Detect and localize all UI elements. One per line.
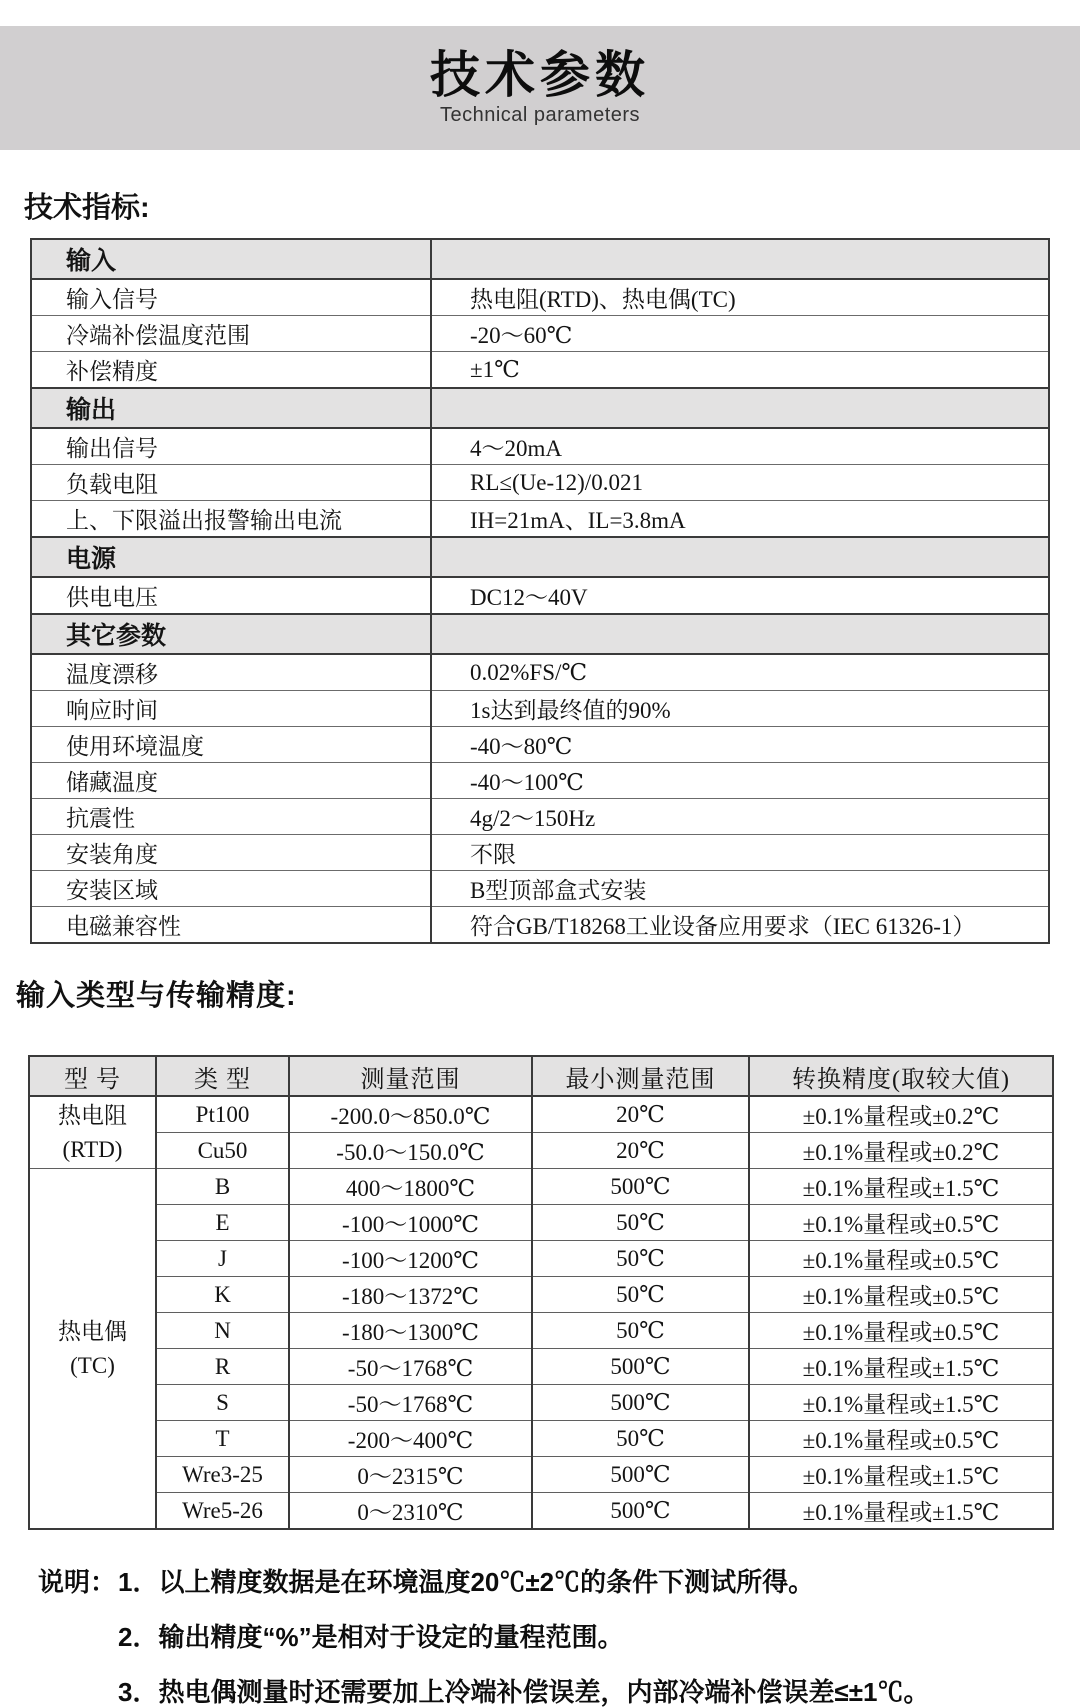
accuracy-header-cell: 型 号 [29,1056,156,1096]
spec-value-cell: DC12～40V [431,577,1049,614]
note-text: 2．输出精度“%”是相对于设定的量程范围。 [118,1621,624,1652]
spec-data-row [31,352,1049,389]
spec-data-row [31,316,1049,352]
accuracy-model-cell: 热电偶 (TC) [29,1169,156,1530]
spec-label-cell: 电源 [31,537,431,577]
accuracy-value-cell: -180～1372℃ [289,1277,532,1313]
accuracy-value-cell: ±0.1%量程或±1.5℃ [749,1169,1053,1205]
spec-value-cell: B型顶部盒式安装 [431,871,1049,907]
accuracy-value-cell: Wre3-25 [156,1457,289,1493]
spec-label-cell: 输入 [31,239,431,279]
spec-data-row [31,727,1049,763]
accuracy-header-cell: 转换精度(取较大值) [749,1056,1053,1096]
spec-label-cell: 其它参数 [31,614,431,654]
accuracy-value-cell: T [156,1421,289,1457]
spec-value-cell: -40～100℃ [431,763,1049,799]
accuracy-value-cell: 0～2310℃ [289,1493,532,1530]
spec-table-body [31,239,1049,943]
spec-data-row [31,279,1049,316]
spec-value-cell [431,614,1049,654]
spec-label-cell: 安装区域 [31,871,431,907]
page-subtitle: Technical parameters [439,104,641,127]
accuracy-value-cell: ±0.1%量程或±1.5℃ [749,1493,1053,1530]
spec-data-row [31,763,1049,799]
accuracy-data-row [29,1457,1053,1493]
spec-data-row [31,465,1049,501]
spec-value-cell [431,388,1049,428]
accuracy-value-cell: 20℃ [532,1096,749,1133]
note-text: 3．热电偶测量时还需要加上冷端补偿误差，内部冷端补偿误差≤±1℃。 [118,1676,930,1707]
accuracy-data-row [29,1241,1053,1277]
accuracy-value-cell: ±0.1%量程或±1.5℃ [749,1457,1053,1493]
accuracy-value-cell: ±0.1%量程或±0.5℃ [749,1421,1053,1457]
accuracy-value-cell: 50℃ [532,1241,749,1277]
spec-label-cell: 响应时间 [31,691,431,727]
accuracy-value-cell: 20℃ [532,1133,749,1169]
accuracy-value-cell: 500℃ [532,1349,749,1385]
notes-label-spacer [38,1623,118,1653]
accuracy-value-cell: ±0.1%量程或±1.5℃ [749,1349,1053,1385]
accuracy-data-row [29,1493,1053,1530]
spec-label-cell: 供电电压 [31,577,431,614]
spec-value-cell [431,537,1049,577]
accuracy-header-cell: 测量范围 [289,1056,532,1096]
accuracy-data-row [29,1133,1053,1169]
spec-label-cell: 上、下限溢出报警输出电流 [31,501,431,538]
spec-data-row [31,577,1049,614]
accuracy-header-cell: 类 型 [156,1056,289,1096]
accuracy-value-cell: 50℃ [532,1313,749,1349]
spec-label-cell: 输出 [31,388,431,428]
spec-data-row [31,871,1049,907]
spec-data-row [31,835,1049,871]
accuracy-value-cell: 500℃ [532,1493,749,1530]
accuracy-value-cell: ±0.1%量程或±0.5℃ [749,1241,1053,1277]
accuracy-value-cell: J [156,1241,289,1277]
note-line [38,1623,1080,1653]
spec-label-cell: 输入信号 [31,279,431,316]
accuracy-data-row [29,1421,1053,1457]
accuracy-value-cell: S [156,1385,289,1421]
accuracy-value-cell: E [156,1205,289,1241]
accuracy-value-cell: 50℃ [532,1277,749,1313]
spec-label-cell: 使用环境温度 [31,727,431,763]
notes-label: 说明： [38,1567,117,1597]
accuracy-value-cell: ±0.1%量程或±0.5℃ [749,1205,1053,1241]
accuracy-value-cell: -50.0～150.0℃ [289,1133,532,1169]
accuracy-value-cell: -50～1768℃ [289,1349,532,1385]
title-banner [0,26,1080,150]
accuracy-value-cell: Wre5-26 [156,1493,289,1530]
spec-section-row [31,239,1049,279]
accuracy-value-cell: -200.0～850.0℃ [289,1096,532,1133]
spec-value-cell: RL≤(Ue-12)/0.021 [431,465,1049,501]
accuracy-value-cell: -100～1000℃ [289,1205,532,1241]
accuracy-value-cell: R [156,1349,289,1385]
spec-value-cell: 热电阻(RTD)、热电偶(TC) [431,279,1049,316]
spec-data-row [31,799,1049,835]
spec-data-row [31,907,1049,944]
note-line [38,1568,1080,1598]
accuracy-data-row [29,1313,1053,1349]
accuracy-data-row [29,1169,1053,1205]
accuracy-value-cell: 50℃ [532,1205,749,1241]
spec-value-cell: 符合GB/T18268工业设备应用要求（IEC 61326-1） [431,907,1049,944]
spec-label-cell: 温度漂移 [31,654,431,691]
accuracy-value-cell: ±0.1%量程或±0.2℃ [749,1096,1053,1133]
spec-value-cell [431,239,1049,279]
spec-label-cell: 抗震性 [31,799,431,835]
accuracy-table-body [29,1096,1053,1529]
spec-value-cell: 4g/2～150Hz [431,799,1049,835]
accuracy-data-row [29,1096,1053,1133]
accuracy-value-cell: 50℃ [532,1421,749,1457]
spec-section-row [31,614,1049,654]
accuracy-value-cell: -180～1300℃ [289,1313,532,1349]
spec-value-cell: -40～80℃ [431,727,1049,763]
spec-label-cell: 储藏温度 [31,763,431,799]
spec-label-cell: 输出信号 [31,428,431,465]
accuracy-model-cell: 热电阻 (RTD) [29,1096,156,1169]
accuracy-data-row [29,1349,1053,1385]
accuracy-value-cell: ±0.1%量程或±1.5℃ [749,1385,1053,1421]
accuracy-value-cell: K [156,1277,289,1313]
spec-label-cell: 冷端补偿温度范围 [31,316,431,352]
accuracy-value-cell: ±0.1%量程或±0.2℃ [749,1133,1053,1169]
accuracy-value-cell: -100～1200℃ [289,1241,532,1277]
accuracy-value-cell: ±0.1%量程或±0.5℃ [749,1313,1053,1349]
spec-table [30,238,1050,944]
note-text: 1．以上精度数据是在环境温度20℃±2℃的条件下测试所得。 [118,1567,815,1597]
accuracy-value-cell: 500℃ [532,1457,749,1493]
spec-value-cell: 1s达到最终值的90% [431,691,1049,727]
spec-label-cell: 补偿精度 [31,352,431,389]
accuracy-header-cell: 最小测量范围 [532,1056,749,1096]
spec-section-row [31,537,1049,577]
accuracy-table [28,1055,1054,1530]
spec-value-cell: 0.02%FS/℃ [431,654,1049,691]
accuracy-value-cell: -50～1768℃ [289,1385,532,1421]
spec-value-cell: IH=21mA、IL=3.8mA [431,501,1049,538]
spec-value-cell: ±1℃ [431,352,1049,389]
accuracy-data-row [29,1385,1053,1421]
spec-data-row [31,654,1049,691]
spec-value-cell: 4～20mA [431,428,1049,465]
accuracy-header-row [29,1056,1053,1096]
spec-label-cell: 安装角度 [31,835,431,871]
accuracy-data-row [29,1205,1053,1241]
spec-value-cell: 不限 [431,835,1049,871]
spec-label-cell: 电磁兼容性 [31,907,431,944]
notes-label-spacer [38,1678,118,1708]
accuracy-value-cell: B [156,1169,289,1205]
accuracy-value-cell: 0～2315℃ [289,1457,532,1493]
spec-section-heading: 技术指标: [24,192,150,224]
spec-data-row [31,501,1049,538]
accuracy-value-cell: 500℃ [532,1169,749,1205]
accuracy-value-cell: 400～1800℃ [289,1169,532,1205]
accuracy-value-cell: -200～400℃ [289,1421,532,1457]
accuracy-data-row [29,1277,1053,1313]
spec-data-row [31,691,1049,727]
spec-data-row [31,428,1049,465]
page-title: 技术参数 [430,46,650,103]
note-line [38,1678,1080,1708]
spec-value-cell: -20～60℃ [431,316,1049,352]
spec-section-row [31,388,1049,428]
accuracy-value-cell: ±0.1%量程或±0.5℃ [749,1277,1053,1313]
spec-label-cell: 负载电阻 [31,465,431,501]
accuracy-section-heading: 输入类型与传输精度: [16,980,297,1012]
accuracy-value-cell: N [156,1313,289,1349]
accuracy-value-cell: 500℃ [532,1385,749,1421]
accuracy-value-cell: Pt100 [156,1096,289,1133]
accuracy-value-cell: Cu50 [156,1133,289,1169]
